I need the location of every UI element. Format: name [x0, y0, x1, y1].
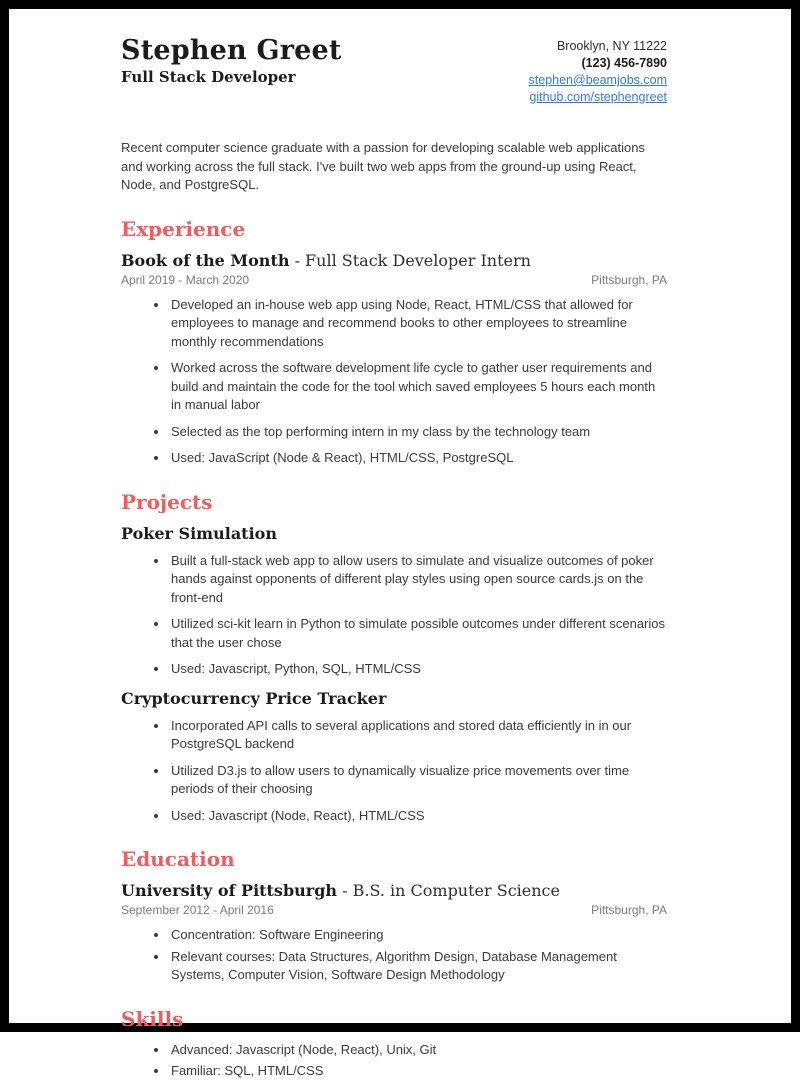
education-school: University of Pittsburgh	[121, 881, 338, 900]
section-heading-skills: Skills	[121, 1006, 184, 1031]
list-item: • Concentration: Software Engineering	[169, 926, 667, 945]
education-bullet-list	[121, 926, 667, 985]
list-item: • Used: Javascript (Node, React), HTML/CSS	[169, 807, 667, 826]
experience-meta-row	[121, 273, 667, 287]
skills-bullet-list	[121, 1041, 667, 1081]
education-dates: September 2012 - April 2016	[121, 903, 274, 917]
list-item: • Worked across the software development life cycle to gather user requirements and build and maintain the code for the tool which saved employees 5 hours each month in manual labor	[169, 359, 667, 415]
contact-email-link[interactable]: stephen@beamjobs.com	[528, 73, 667, 87]
list-item: • Familiar: SQL, HTML/CSS	[169, 1062, 667, 1081]
list-item: • Utilized D3.js to allow users to dynamically visualize price movements over time periods of their choosing	[169, 762, 667, 799]
summary-paragraph: Recent computer science graduate with a passion for developing scalable web applications and working across the full stack. I've built two web apps from the ground-up using React, Node, and PostgreSQL.	[121, 140, 645, 192]
list-item: • Used: Javascript, Python, SQL, HTML/CSS	[169, 660, 667, 679]
education-entry-title	[121, 881, 667, 900]
education-degree: - B.S. in Computer Science	[342, 881, 560, 900]
experience-role: - Full Stack Developer Intern	[294, 250, 531, 270]
experience-bullet-list	[121, 296, 667, 468]
experience-location: Pittsburgh, PA	[591, 272, 667, 287]
project-entry	[121, 689, 667, 826]
project-name: Poker Simulation	[121, 523, 277, 543]
education-location: Pittsburgh, PA	[591, 903, 667, 917]
list-item: • Relevant courses: Data Structures, Algorithm Design, Database Management Systems, Computer Vision, Software Design Methodology	[169, 948, 667, 985]
list-item: • Advanced: Javascript (Node, React), Unix, Git	[169, 1041, 667, 1060]
project-bullet-list	[121, 552, 667, 679]
candidate-title: Full Stack Developer	[121, 68, 296, 87]
experience-dates: April 2019 - March 2020	[121, 272, 250, 287]
contact-phone: (123) 456-7890	[581, 56, 667, 70]
contact-block	[529, 35, 667, 106]
experience-company: Book of the Month	[121, 250, 290, 270]
project-bullet-list	[121, 717, 667, 826]
resume-header	[121, 35, 667, 106]
contact-github-link[interactable]: github.com/stephengreet	[529, 90, 667, 104]
section-heading-experience: Experience	[121, 216, 246, 241]
education-entry	[121, 881, 667, 985]
experience-entry	[121, 251, 667, 468]
list-item: • Utilized sci-kit learn in Python to simulate possible outcomes under different scenarios that the user chose	[169, 615, 667, 652]
list-item: • Built a full-stack web app to allow users to simulate and visualize outcomes of poker hands against opponents of different play styles using open source cards.js on the front-end	[169, 552, 667, 608]
list-item: • Incorporated API calls to several applications and stored data efficiently in in our PostgreSQL backend	[169, 717, 667, 754]
experience-entry-title	[121, 251, 667, 270]
project-name: Cryptocurrency Price Tracker	[121, 688, 387, 708]
list-item: • Selected as the top performing intern in my class by the technology team	[169, 423, 667, 442]
contact-location: Brooklyn, NY 11222	[556, 39, 667, 53]
section-heading-education: Education	[121, 847, 235, 871]
list-item: • Developed an in-house web app using Node, React, HTML/CSS that allowed for employees to manage and recommend books to other employees to streamline monthly recommendations	[169, 296, 667, 352]
candidate-name: Stephen Greet	[121, 35, 342, 66]
list-item: • Used: JavaScript (Node & React), HTML/CSS, PostgreSQL	[169, 449, 667, 468]
section-heading-projects: Projects	[121, 489, 213, 514]
identity-block	[121, 35, 342, 86]
education-meta-row	[121, 903, 667, 917]
project-entry	[121, 524, 667, 679]
